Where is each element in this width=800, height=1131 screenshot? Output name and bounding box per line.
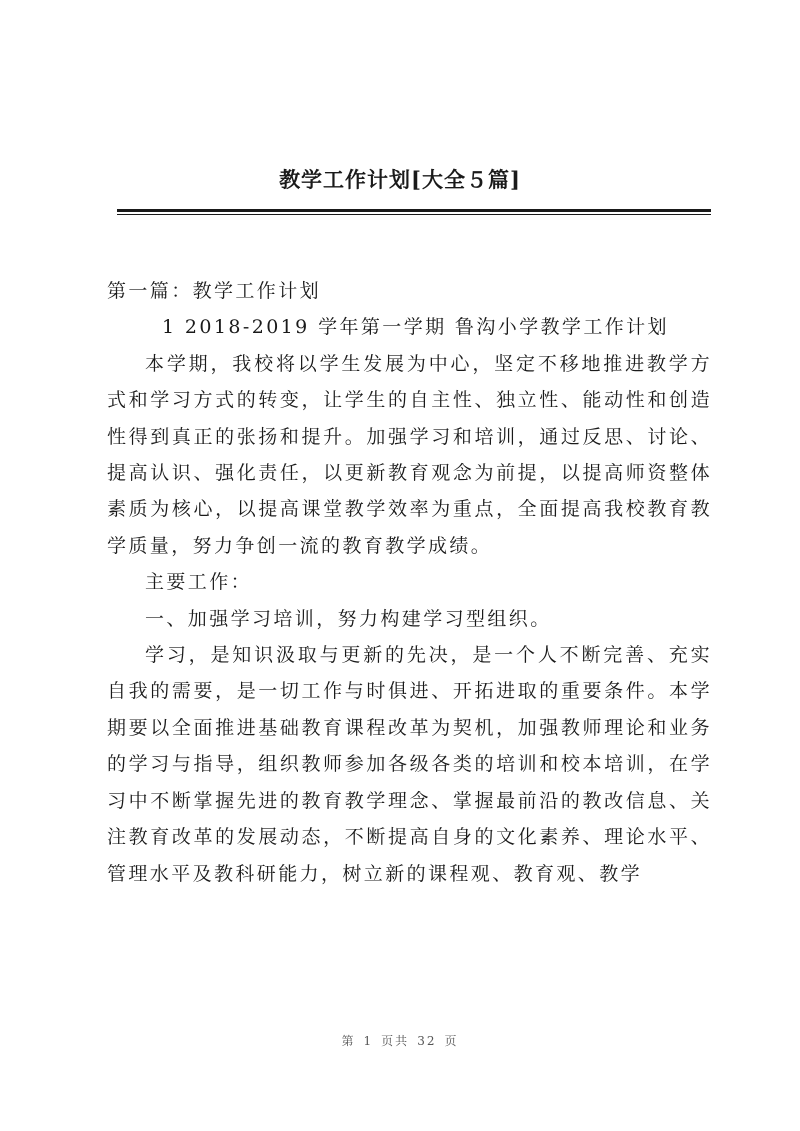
footer-page-number: 1 [363, 1034, 374, 1048]
section-heading: 第一篇：教学工作计划 [107, 280, 322, 302]
title-rule-thin [117, 214, 711, 215]
document-body [107, 273, 712, 892]
paragraph-intro: 本学期，我校将以学生发展为中心，坚定不移地推进教学方式和学习方式的转变，让学生的自主性、独立性、能动性和创造性得到真正的张扬和提升。加强学习和培训，通过反思、讨论、提高认识、强化责任，以更新教育观念为前提，以提高师资整体素质为核心，以提高课堂教学效率为重点，全面提高我校教育教学质量，努力争创一流的教育教学成绩。 [107, 352, 712, 557]
plan-subtitle: 1 2018-2019 学年第一学期 鲁沟小学教学工作计划 [162, 316, 669, 339]
footer-label-page: 第 [341, 1034, 356, 1048]
page-footer [0, 1032, 800, 1049]
paragraph-learning: 学习，是知识汲取与更新的先决，是一个人不断完善、充实自我的需要，是一切工作与时俱进、开拓进取的重要条件。本学期要以全面推进基础教育课程改革为契机，加强教师理论和业务的学习与指导，组织教师参加各级各类的培训和校本培训，在学习中不断掌握先进的教育教学理念、掌握最前沿的教改信息、关注教育改革的发展动态，不断提高自身的文化素养、理论水平、管理水平及教科研能力，树立新的课程观、教育观、教学 [107, 644, 712, 885]
document-title: 教学工作计划[大全５篇] [279, 167, 521, 192]
footer-label-of: 页共 [381, 1034, 410, 1048]
paragraph-item-one-heading: 一、加强学习培训，努力构建学习型组织。 [145, 607, 552, 630]
title-rule-thick [117, 209, 711, 212]
footer-label-pages: 页 [444, 1034, 459, 1048]
footer-total-pages: 32 [417, 1034, 437, 1048]
paragraph-main-work-heading: 主要工作： [145, 571, 253, 594]
